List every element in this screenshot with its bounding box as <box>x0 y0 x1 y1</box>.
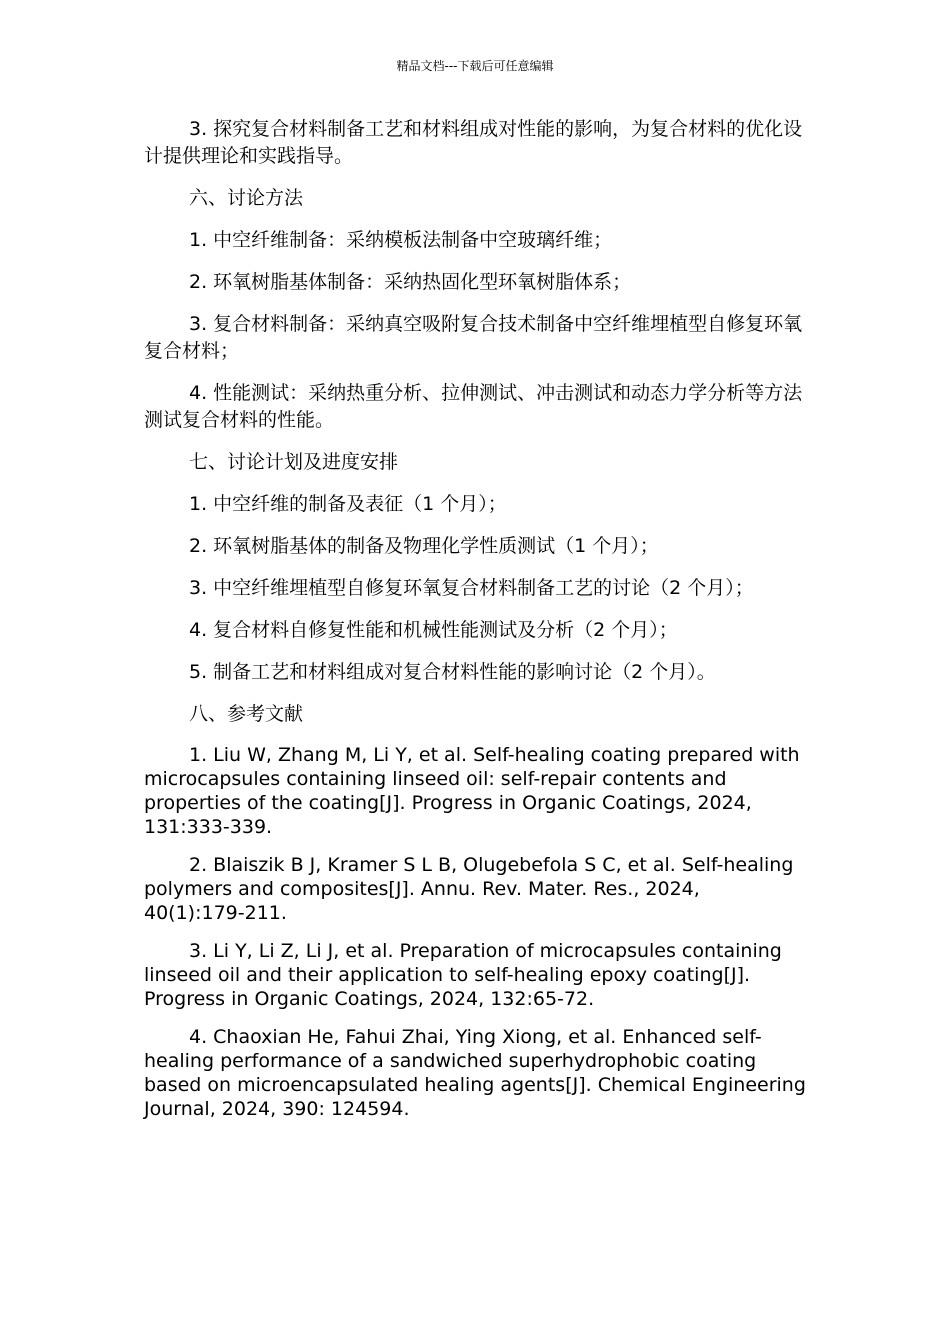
reference-item-3: 3. Li Y, Li Z, Li J, et al. Preparation of microcapsules containing linseed oil and their application to self-healing epoxy coating[J]. Progress in Organic Coatings, 2024, 132:65-72. <box>144 940 782 1010</box>
method-item-4: 4. 性能测试：采纳热重分析、拉伸测试、冲击测试和动态力学分析等方法测试复合材料的性能。 <box>144 382 803 431</box>
reference-item-4: 4. Chaoxian He, Fahui Zhai, Ying Xiong, et al. Enhanced self-healing performance of a sandwiched superhydrophobic coating based on microencapsulated healing agents[J]. Chemical Engineering Journal, 2024, 390: 124594. <box>144 1026 806 1120</box>
schedule-item-5: 5. 制备工艺和材料组成对复合材料性能的影响讨论（2 个月）。 <box>189 661 716 683</box>
schedule-item-4: 4. 复合材料自修复性能和机械性能测试及分析（2 个月）； <box>189 619 678 641</box>
method-item-3: 3. 复合材料制备：采纳真空吸附复合技术制备中空纤维埋植型自修复环氧复合材料； <box>144 313 803 362</box>
reference-item-1: 1. Liu W, Zhang M, Li Y, et al. Self-healing coating prepared with microcapsules containing linseed oil: self-repair contents and properties of the coating[J]. Progress in Organic Coatings, 2024, 131:333-339. <box>144 744 800 838</box>
schedule-item-3: 3. 中空纤维埋植型自修复环氧复合材料制备工艺的讨论（2 个月）； <box>189 577 754 599</box>
schedule-item-2: 2. 环氧树脂基体的制备及物理化学性质测试（1 个月）； <box>189 535 659 557</box>
document-body <box>144 116 806 1135</box>
section-heading-schedule: 七、讨论计划及进度安排 <box>189 451 399 473</box>
reference-item-2: 2. Blaiszik B J, Kramer S L B, Olugebefola S C, et al. Self-healing polymers and composites[J]. Annu. Rev. Mater. Res., 2024, 40(1):179-211. <box>144 854 794 924</box>
schedule-item-1: 1. 中空纤维的制备及表征（1 个月）； <box>189 493 507 515</box>
section-heading-methods: 六、讨论方法 <box>189 187 304 209</box>
page-header: 精品文档---下载后可任意编辑 <box>396 59 554 73</box>
paragraph-research-goal-3: 3. 探究复合材料制备工艺和材料组成对性能的影响，为复合材料的优化设计提供理论和实践指导。 <box>144 118 803 167</box>
method-item-1: 1. 中空纤维制备：采纳模板法制备中空玻璃纤维； <box>189 229 613 251</box>
section-heading-references: 八、参考文献 <box>189 703 304 725</box>
method-item-2: 2. 环氧树脂基体制备：采纳热固化型环氧树脂体系； <box>189 271 632 293</box>
